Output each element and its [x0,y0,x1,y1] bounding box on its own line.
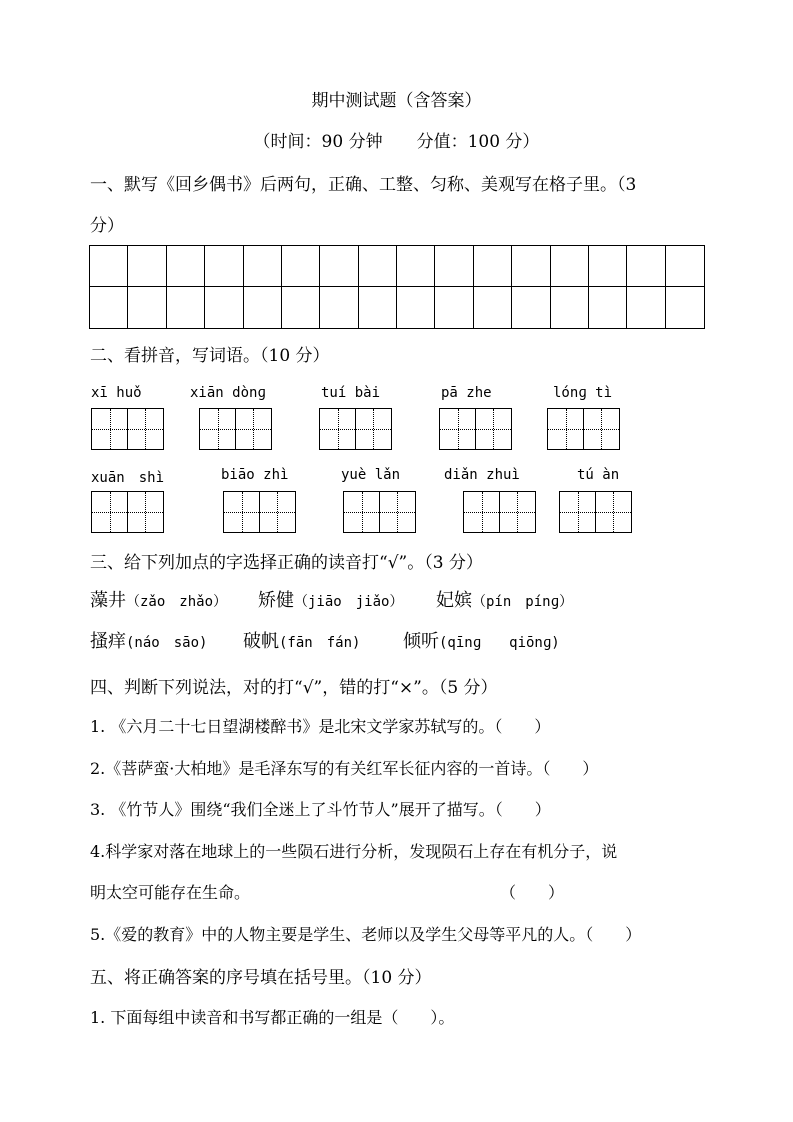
q3-item [243,627,360,653]
q3-word: 搔痒 [90,631,126,652]
guide-line [277,492,278,532]
guide-line [145,409,146,449]
tianzi-box[interactable] [547,408,620,450]
pinyin-label: biāo zhì [221,467,289,483]
q4-item-3: 3. 《竹节人》围绕“我们全迷上了斗竹节人”展开了描写。（ ） [90,800,551,819]
q1-heading-line2: 分） [90,216,124,236]
tianzi-square[interactable] [476,409,512,449]
tianzi-box[interactable] [343,491,416,533]
writing-cell[interactable] [90,246,128,287]
tianzi-square[interactable] [560,492,596,532]
tianzi-square[interactable] [260,492,296,532]
q3-item [436,586,573,612]
q5-heading: 五、将正确答案的序号填在括号里。（10 分） [90,968,432,988]
q2-heading: 二、看拼音，写词语。（10 分） [90,346,330,366]
writing-cell[interactable] [128,246,166,287]
guide-line [362,492,363,532]
writing-cell[interactable] [244,287,282,328]
tianzi-square[interactable] [200,409,236,449]
writing-cell[interactable] [435,246,473,287]
writing-cell[interactable] [551,287,589,328]
q3-pinyin: (náo sāo) [126,635,208,651]
tianzi-square[interactable] [320,409,356,449]
q3-word: 妃嫔 [436,590,472,611]
writing-cell[interactable] [205,287,243,328]
q5-item-1: 1. 下面每组中读音和书写都正确的一组是（ ）。 [90,1008,455,1027]
writing-cell[interactable] [435,287,473,328]
tianzi-square[interactable] [344,492,380,532]
writing-cell[interactable] [205,246,243,287]
q3-pinyin: （zǎo zhǎo） [126,594,228,610]
guide-line [242,492,243,532]
guide-line [517,492,518,532]
guide-line [373,409,374,449]
guide-line [613,492,614,532]
tianzi-square[interactable] [380,492,416,532]
q4-heading: 四、判断下列说法，对的打“√”，错的打“×”。（5 分） [90,678,498,698]
guide-line [397,492,398,532]
q4-item-2: 2.《菩萨蛮·大柏地》是毛泽东写的有关红军长征内容的一首诗。（ ） [90,759,599,778]
q3-heading: 三、给下列加点的字选择正确的读音打“√”。（3 分） [90,553,483,573]
tianzi-box[interactable] [319,408,392,450]
tianzi-square[interactable] [224,492,260,532]
tianzi-square[interactable] [596,492,632,532]
q3-item [90,627,207,653]
writing-cell[interactable] [167,287,205,328]
q3-pinyin: (qīnɡ qiōnɡ) [439,635,560,651]
writing-cell[interactable] [474,246,512,287]
writing-cell[interactable] [512,246,550,287]
tianzi-square[interactable] [92,492,128,532]
tianzi-square[interactable] [236,409,272,449]
tianzi-square[interactable] [128,492,164,532]
guide-line [493,409,494,449]
writing-cell[interactable] [359,246,397,287]
pinyin-label: xī huǒ [91,385,142,401]
writing-cell[interactable] [282,287,320,328]
guide-line [578,492,579,532]
q4-item-4-line2: 明太空可能存在生命。 [90,883,251,902]
tianzi-square[interactable] [464,492,500,532]
tianzi-square[interactable] [440,409,476,449]
guide-line [601,409,602,449]
tianzi-square[interactable] [92,409,128,449]
guide-line [566,409,567,449]
tianzi-box[interactable] [223,491,296,533]
page-title: 期中测试题（含答案） [311,91,482,111]
q4-item-4-blank: （ ） [500,883,565,902]
pinyin-label: diǎn zhuì [444,467,520,483]
writing-cell[interactable] [397,287,435,328]
pinyin-label: xiān dònɡ [190,385,266,401]
writing-cell[interactable] [512,287,550,328]
tianzi-box[interactable] [439,408,512,450]
guide-line [218,409,219,449]
page-subtitle: （时间：90 分钟 分值：100 分） [253,132,540,152]
q4-item-1: 1. 《六月二十七日望湖楼醉书》是北宋文学家苏轼写的。（ ） [90,717,551,736]
writing-cell[interactable] [320,287,358,328]
writing-cell[interactable] [627,287,665,328]
q4-item-5: 5.《爱的教育》中的人物主要是学生、老师以及学生父母等平凡的人。（ ） [90,925,642,944]
pinyin-label: yuè lǎn [341,467,401,483]
writing-cell[interactable] [397,246,435,287]
writing-grid [89,245,705,329]
q3-pinyin: （pín pínɡ） [472,594,574,610]
guide-line [110,409,111,449]
guide-line [482,492,483,532]
tianzi-square[interactable] [584,409,620,449]
writing-cell[interactable] [244,246,282,287]
tianzi-square[interactable] [500,492,536,532]
writing-cell[interactable] [359,287,397,328]
pinyin-label: tuí bài [321,385,381,401]
tianzi-box[interactable] [91,491,164,533]
writing-cell[interactable] [589,246,627,287]
q3-word: 矫健 [258,590,294,611]
q3-item [90,586,227,612]
writing-cell[interactable] [320,246,358,287]
writing-cell[interactable] [474,287,512,328]
writing-cell[interactable] [666,246,704,287]
q3-word: 破帆 [243,631,279,652]
writing-cell[interactable] [90,287,128,328]
writing-cell[interactable] [551,246,589,287]
pinyin-label: tú àn [577,467,620,483]
q3-pinyin: (fān fán) [279,635,361,651]
tianzi-square[interactable] [356,409,392,449]
tianzi-box[interactable] [199,408,272,450]
guide-line [458,409,459,449]
writing-cell[interactable] [128,287,166,328]
q3-pinyin: （jiāo jiǎo） [294,594,404,610]
writing-cell[interactable] [666,287,704,328]
writing-cell[interactable] [282,246,320,287]
guide-line [145,492,146,532]
tianzi-square[interactable] [548,409,584,449]
q3-word: 倾听 [403,631,439,652]
tianzi-square[interactable] [128,409,164,449]
guide-line [110,492,111,532]
tianzi-box[interactable] [559,491,632,533]
q3-word: 藻井 [90,590,126,611]
tianzi-box[interactable] [463,491,536,533]
writing-cell[interactable] [627,246,665,287]
q1-heading-line1: 一、默写《回乡偶书》后两句，正确、工整、匀称、美观写在格子里。（3 [90,175,637,195]
q3-item [258,586,403,612]
q3-item [403,627,560,653]
pinyin-label: xuān shì [91,470,165,486]
q4-item-4-line1: 4.科学家对落在地球上的一些陨石进行分析，发现陨石上存在有机分子，说 [90,842,618,861]
guide-line [253,409,254,449]
writing-cell[interactable] [167,246,205,287]
tianzi-box[interactable] [91,408,164,450]
writing-cell[interactable] [589,287,627,328]
pinyin-label: lónɡ tì [553,385,613,401]
guide-line [338,409,339,449]
pinyin-label: pā zhe [441,385,492,401]
